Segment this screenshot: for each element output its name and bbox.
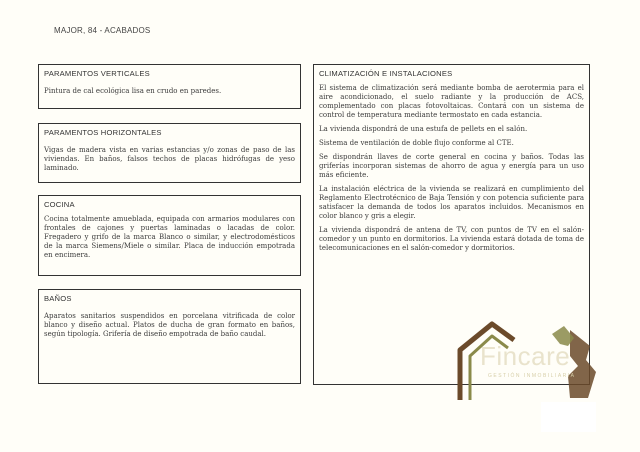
logo-name: Fincare: [480, 341, 571, 371]
logo-tagline: GESTIÓN INMOBILIARIA: [488, 373, 576, 379]
section-paragraph: Se dispondrán llaves de corte general en cocina y baños. Todas las griferías incorporan sistemas de ahorro de agua y energía para un uso más eficiente.: [319, 153, 584, 179]
section-title: COCINA: [44, 200, 75, 209]
section-paragraph: Cocina totalmente amueblada, equipada con armarios modulares con frontales de cajones y puertas laminadas o lacadas de color. Fregadero y grifo de la marca Blanco o similar, y electrodomésticos de la marca Siemens/Miele o similar. Placa de inducción empotrada en encimera.: [44, 215, 295, 259]
section-paramentos-verticales: [38, 64, 301, 109]
section-body: [319, 84, 584, 253]
logo-mask: [541, 402, 596, 432]
section-cocina: [38, 195, 301, 276]
section-paragraph: Vigas de madera vista en varias estancias y/o zonas de paso de las viviendas. En baños, falsos techos de placas hidrófugas de yeso laminado.: [44, 146, 295, 172]
section-title: PARAMENTOS HORIZONTALES: [44, 128, 162, 137]
section-title: PARAMENTOS VERTICALES: [44, 69, 150, 78]
section-body: [44, 87, 295, 96]
section-banos: [38, 289, 301, 384]
section-paramentos-horizontales: [38, 123, 301, 183]
section-paragraph: La vivienda dispondrá de una estufa de pellets en el salón.: [319, 125, 528, 133]
section-paragraph: La vivienda dispondrá de antena de TV, con puntos de TV en el salón-comedor y un punto en dormitorios. La vivienda estará dotada de toma de telecomunicaciones en el salón-comedor y dormitorios.: [319, 226, 584, 252]
section-paragraph: Sistema de ventilación de doble flujo conforme al CTE.: [319, 139, 514, 147]
section-body: [44, 215, 295, 260]
page-title: MAJOR, 84 - ACABADOS: [54, 26, 151, 35]
section-title: BAÑOS: [44, 294, 72, 303]
section-body: [44, 312, 295, 339]
section-paragraph: Pintura de cal ecológica lisa en crudo en paredes.: [44, 87, 222, 95]
section-body: [44, 146, 295, 173]
section-paragraph: La instalación eléctrica de la vivienda se realizará en cumplimiento del Reglamento Electrotécnico de Baja Tensión y con potencia suficiente para satisfacer la demanda de todos los aparatos incluidos. Mecanismos en color blanco y gris a elegir.: [319, 185, 584, 220]
section-title: CLIMATIZACIÓN E INSTALACIONES: [319, 69, 453, 78]
section-paragraph: Aparatos sanitarios suspendidos en porcelana vitrificada de color blanco y diseño actual. Platos de ducha de gran formato en baños, según tipología. Grifería de diseño empotrada de baño caudal.: [44, 312, 295, 338]
section-paragraph: El sistema de climatización será mediante bomba de aerotermia para el aire acondicionado, el suelo radiante y la producción de ACS, complementado con placas fotovoltaicas. Contará con un sistema de control de temperatura mediante termostato en cada estancia.: [319, 84, 584, 119]
